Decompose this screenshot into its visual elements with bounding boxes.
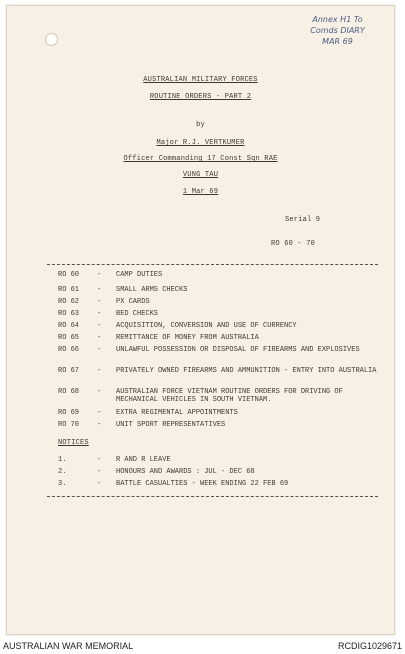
order-dash: - [97,322,102,330]
officer-role: Officer Commanding 17 Const Sqn RAE [123,155,278,163]
order-title: AUSTRALIAN FORCE VIETNAM ROUTINE ORDERS FOR DRIVING OF MECHANICAL VEHICLES IN SOUTH VIETNAM. [116,388,343,404]
archive-reference: RCDIG1029671 [337,641,402,651]
order-code: RO 63 [58,310,80,318]
annotation-line-1: Annex H1 To [312,15,363,24]
order-title: BED CHECKS [116,310,159,318]
order-code: RO 70 [58,421,80,429]
order-title: REMITTANCE OF MONEY FROM AUSTRALIA [116,334,259,342]
officer-name: Major R.J. VERTKUMER [156,139,245,147]
order-dash: - [97,346,102,354]
order-code: RO 64 [58,322,80,330]
notice-dash: - [97,456,102,464]
serial-number: Serial 9 [285,216,321,224]
notices-heading: NOTICES [58,439,89,447]
document-subtitle: ROUTINE ORDERS - PART 2 [149,93,252,101]
issue-date: 1 Mar 69 [182,188,219,196]
order-code: RO 69 [58,409,80,417]
order-title: ACQUISITION, CONVERSION AND USE OF CURRENCY [116,322,297,330]
order-code: RO 67 [58,367,80,375]
notice-dash: - [97,468,102,476]
ro-range: RO 60 - 70 [271,240,316,248]
order-code: RO 61 [58,286,80,294]
top-divider [47,264,378,265]
order-dash: - [97,298,102,306]
order-code: RO 65 [58,334,80,342]
order-code: RO 60 [58,271,80,279]
order-dash: - [97,286,102,294]
order-title: PRIVATELY OWNED FIREARMS AND AMMUNITION - ENTRY INTO AUSTRALIA [116,367,377,375]
archive-name: AUSTRALIAN WAR MEMORIAL [3,641,134,651]
order-dash: - [97,367,102,375]
order-dash: - [97,271,102,279]
annotation-line-3: MAR 69 [322,37,353,46]
location: VUNG TAU [182,171,219,179]
order-title: EXTRA REGIMENTAL APPOINTMENTS [116,409,238,417]
notice-number: 1. [58,456,67,464]
order-dash: - [97,388,102,396]
handwritten-annotation [285,14,390,47]
notice-number: 2. [58,468,67,476]
order-code: RO 66 [58,346,80,354]
document-page [6,5,395,635]
bottom-divider [47,496,378,497]
notice-number: 3. [58,480,67,488]
document-title: AUSTRALIAN MILITARY FORCES [143,76,258,84]
order-title: SMALL ARMS CHECKS [116,286,188,294]
order-code: RO 68 [58,388,80,396]
order-title: PX CARDS [116,298,150,306]
order-code: RO 62 [58,298,80,306]
order-title: UNIT SPORT REPRESENTATIVES [116,421,226,429]
order-dash: - [97,310,102,318]
order-title: CAMP DUTIES [116,271,163,279]
notice-dash: - [97,480,102,488]
archive-footer [0,640,405,654]
notice-title: HONOURS AND AWARDS : JUL - DEC 68 [116,468,255,476]
notice-title: R AND R LEAVE [116,456,171,464]
order-dash: - [97,409,102,417]
order-dash: - [97,421,102,429]
order-dash: - [97,334,102,342]
order-title: UNLAWFUL POSSESSION OR DISPOSAL OF FIREARMS AND EXPLOSIVES [116,346,360,354]
punch-hole [45,33,58,46]
annotation-line-2: Comds DIARY [310,26,365,35]
by-line: by [196,121,205,129]
notice-title: BATTLE CASUALTIES - WEEK ENDING 22 FEB 69 [116,480,289,488]
